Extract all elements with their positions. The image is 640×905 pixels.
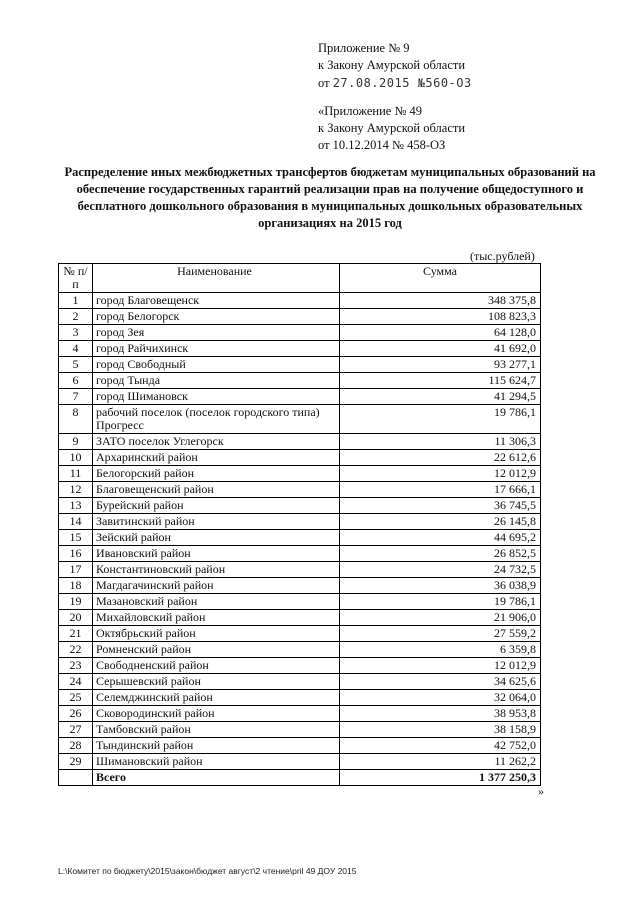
file-path-footer: L:\Комитет по бюджету\2015\закон\бюджет август\2 чтение\pril 49 ДОУ 2015 <box>58 866 357 876</box>
table-row <box>59 357 541 373</box>
row-name: Шимановский район <box>93 754 340 770</box>
row-number: 2 <box>59 309 93 325</box>
row-sum: 21 906,0 <box>340 610 541 626</box>
table-row <box>59 754 541 770</box>
row-number: 1 <box>59 293 93 309</box>
table-row <box>59 658 541 674</box>
row-name: Михайловский район <box>93 610 340 626</box>
row-number: 28 <box>59 738 93 754</box>
row-sum: 348 375,8 <box>340 293 541 309</box>
table-row <box>59 626 541 642</box>
row-name: город Зея <box>93 325 340 341</box>
table-row <box>59 690 541 706</box>
row-number: 7 <box>59 389 93 405</box>
row-number: 16 <box>59 546 93 562</box>
row-number: 5 <box>59 357 93 373</box>
table-row <box>59 706 541 722</box>
total-row <box>59 770 541 786</box>
table-body <box>59 293 541 786</box>
quoted-law-date: от 10.12.2014 № 458-ОЗ <box>318 138 446 152</box>
row-sum: 24 732,5 <box>340 562 541 578</box>
row-name: Сковородинский район <box>93 706 340 722</box>
row-number: 8 <box>59 405 93 434</box>
row-name: Октябрьский район <box>93 626 340 642</box>
row-number: 21 <box>59 626 93 642</box>
table-header-row <box>59 264 541 293</box>
row-sum: 44 695,2 <box>340 530 541 546</box>
table-row <box>59 546 541 562</box>
row-number: 23 <box>59 658 93 674</box>
row-name: город Благовещенск <box>93 293 340 309</box>
row-name: Тамбовский район <box>93 722 340 738</box>
row-sum: 36 745,5 <box>340 498 541 514</box>
row-sum: 6 359,8 <box>340 642 541 658</box>
row-number: 25 <box>59 690 93 706</box>
table-row <box>59 722 541 738</box>
row-number: 17 <box>59 562 93 578</box>
header-name: Наименование <box>93 264 340 293</box>
table-row <box>59 738 541 754</box>
table-row <box>59 341 541 357</box>
row-number: 22 <box>59 642 93 658</box>
table-row <box>59 405 541 434</box>
row-number: 26 <box>59 706 93 722</box>
row-name: город Шимановск <box>93 389 340 405</box>
total-label: Всего <box>93 770 340 786</box>
row-sum: 26 145,8 <box>340 514 541 530</box>
row-number: 14 <box>59 514 93 530</box>
row-name: Серышевский район <box>93 674 340 690</box>
row-name: Бурейский район <box>93 498 340 514</box>
row-number: 6 <box>59 373 93 389</box>
law-date-line <box>318 75 472 91</box>
row-sum: 36 038,9 <box>340 578 541 594</box>
table-row <box>59 325 541 341</box>
row-name: Зейский район <box>93 530 340 546</box>
row-sum: 12 012,9 <box>340 658 541 674</box>
row-sum: 108 823,3 <box>340 309 541 325</box>
row-sum: 41 692,0 <box>340 341 541 357</box>
row-name: город Тында <box>93 373 340 389</box>
row-name: город Свободный <box>93 357 340 373</box>
row-number: 18 <box>59 578 93 594</box>
appendix-header <box>318 40 472 91</box>
table-row <box>59 642 541 658</box>
quoted-appendix-number: «Приложение № 49 <box>318 104 423 118</box>
row-sum: 19 786,1 <box>340 594 541 610</box>
table-row <box>59 482 541 498</box>
row-name: ЗАТО поселок Углегорск <box>93 434 340 450</box>
row-sum: 32 064,0 <box>340 690 541 706</box>
row-number: 12 <box>59 482 93 498</box>
row-number: 19 <box>59 594 93 610</box>
quoted-law-reference: к Закону Амурской области <box>318 121 466 135</box>
row-number: 4 <box>59 341 93 357</box>
table-row <box>59 610 541 626</box>
row-sum: 11 306,3 <box>340 434 541 450</box>
table-row <box>59 309 541 325</box>
row-number: 10 <box>59 450 93 466</box>
document-title: Распределение иных межбюджетных трансфертов бюджетам муниципальных образований на обеспечение государственных гарантий реализации прав на получение общедоступного и бесплатного дошкольного образования в муниципальных дошкольных образовательных организациях на 2015 год <box>64 165 596 230</box>
closing-quote: » <box>538 784 544 798</box>
row-name: Ивановский район <box>93 546 340 562</box>
row-sum: 11 262,2 <box>340 754 541 770</box>
row-sum: 19 786,1 <box>340 405 541 434</box>
date-prefix: от <box>318 76 330 90</box>
appendix-number: Приложение № 9 <box>318 41 410 55</box>
row-name: Селемджинский район <box>93 690 340 706</box>
row-sum: 38 953,8 <box>340 706 541 722</box>
row-sum: 93 277,1 <box>340 357 541 373</box>
total-number-cell <box>59 770 93 786</box>
table-row <box>59 514 541 530</box>
row-name: Константиновский район <box>93 562 340 578</box>
row-number: 13 <box>59 498 93 514</box>
row-name: рабочий поселок (поселок городского типа) Прогресс <box>93 405 340 434</box>
table-row <box>59 530 541 546</box>
row-sum: 64 128,0 <box>340 325 541 341</box>
row-name: город Райчихинск <box>93 341 340 357</box>
row-sum: 38 158,9 <box>340 722 541 738</box>
row-sum: 27 559,2 <box>340 626 541 642</box>
row-number: 9 <box>59 434 93 450</box>
unit-label: (тыс.рублей) <box>470 249 535 263</box>
row-name: Благовещенский район <box>93 482 340 498</box>
row-name: Тындинский район <box>93 738 340 754</box>
row-name: Мазановский район <box>93 594 340 610</box>
table-row <box>59 562 541 578</box>
row-sum: 34 625,6 <box>340 674 541 690</box>
transfers-table <box>58 263 541 786</box>
date-stamp: 27.08.2015 №560-ОЗ <box>332 76 472 90</box>
table-row <box>59 674 541 690</box>
row-number: 24 <box>59 674 93 690</box>
table-row <box>59 450 541 466</box>
table-row <box>59 578 541 594</box>
law-reference: к Закону Амурской области <box>318 58 466 72</box>
row-name: Свободненский район <box>93 658 340 674</box>
row-number: 27 <box>59 722 93 738</box>
row-name: город Белогорск <box>93 309 340 325</box>
header-number: № п/п <box>59 264 93 293</box>
row-number: 15 <box>59 530 93 546</box>
row-name: Архаринский район <box>93 450 340 466</box>
row-number: 11 <box>59 466 93 482</box>
table-row <box>59 373 541 389</box>
table-row <box>59 389 541 405</box>
row-sum: 17 666,1 <box>340 482 541 498</box>
row-sum: 12 012,9 <box>340 466 541 482</box>
row-name: Белогорский район <box>93 466 340 482</box>
header-sum: Сумма <box>340 264 541 293</box>
table-row <box>59 498 541 514</box>
row-sum: 42 752,0 <box>340 738 541 754</box>
row-sum: 26 852,5 <box>340 546 541 562</box>
row-number: 20 <box>59 610 93 626</box>
row-sum: 115 624,7 <box>340 373 541 389</box>
quoted-appendix-header <box>318 103 465 153</box>
row-sum: 41 294,5 <box>340 389 541 405</box>
row-name: Завитинский район <box>93 514 340 530</box>
row-name: Магдагачинский район <box>93 578 340 594</box>
row-sum: 22 612,6 <box>340 450 541 466</box>
table-row <box>59 466 541 482</box>
table-row <box>59 594 541 610</box>
row-number: 29 <box>59 754 93 770</box>
row-name: Ромненский район <box>93 642 340 658</box>
table-row <box>59 293 541 309</box>
row-number: 3 <box>59 325 93 341</box>
table-row <box>59 434 541 450</box>
total-sum: 1 377 250,3 <box>340 770 541 786</box>
